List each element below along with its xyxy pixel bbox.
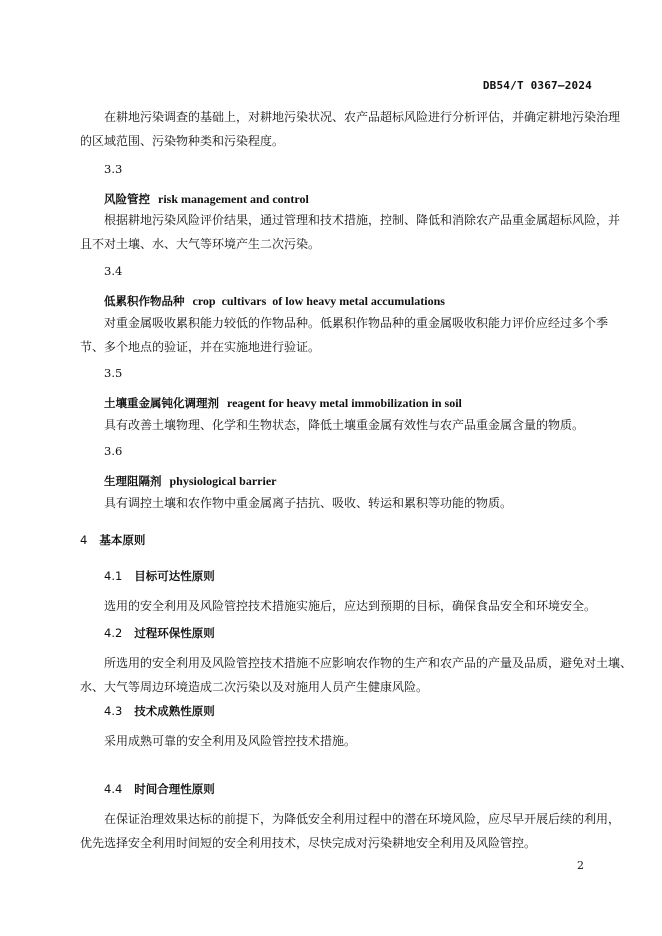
term-heading bbox=[104, 293, 445, 309]
term-number: 3.6 bbox=[104, 444, 123, 458]
term-definition-line-1: 对重金属吸收累积能力较低的作物品种。低累积作物品种的重金属吸收积能力评价应经过多个季 bbox=[104, 316, 609, 330]
term-zh: 低累积作物品种 bbox=[104, 294, 185, 308]
subsection-text-line-1: 选用的安全利用及风险管控技术措施实施后，应达到预期的目标，确保食品安全和环境安全。 bbox=[104, 599, 597, 613]
section-heading bbox=[80, 532, 145, 548]
subsection-text-line-2: 水、大气等周边环境造成二次污染以及对施用人员产生健康风险。 bbox=[80, 680, 429, 694]
subsection-number: 4.4 bbox=[104, 782, 123, 796]
term-definition-line-2: 节、多个地点的验证，并在实施地进行验证。 bbox=[80, 340, 321, 354]
term-definition-line-1: 具有调控土壤和农作物中重金属离子拮抗、吸收、转运和累积等功能的物质。 bbox=[104, 496, 513, 510]
subsection-heading bbox=[104, 703, 215, 719]
term-heading bbox=[104, 191, 309, 207]
section-title: 基本原则 bbox=[99, 533, 146, 547]
subsection-title: 技术成熟性原则 bbox=[134, 704, 215, 718]
term-en: crop cultivars of low heavy metal accumulations bbox=[192, 294, 445, 308]
subsection-number: 4.2 bbox=[104, 626, 123, 640]
subsection-title: 过程环保性原则 bbox=[134, 626, 215, 640]
term-number: 3.5 bbox=[104, 366, 123, 380]
term-en: reagent for heavy metal immobilization in soil bbox=[227, 396, 462, 410]
term-definition-line-2: 且不对土壤、水、大气等环境产生二次污染。 bbox=[80, 237, 321, 251]
subsection-number: 4.3 bbox=[104, 704, 123, 718]
subsection-text-line-1: 在保证治理效果达标的前提下，为降低安全利用过程中的潜在环境风险，应尽早开展后续的利用， bbox=[104, 812, 621, 826]
subsection-title: 时间合理性原则 bbox=[134, 782, 215, 796]
term-zh: 风险管控 bbox=[104, 192, 150, 206]
term-heading bbox=[104, 395, 462, 411]
subsection-heading bbox=[104, 625, 215, 641]
subsection-heading bbox=[104, 781, 215, 797]
term-number: 3.4 bbox=[104, 264, 123, 278]
intro-line-2: 的区域范围、污染物种类和污染程度。 bbox=[80, 134, 285, 148]
subsection-text-line-1: 采用成熟可靠的安全利用及风险管控技术措施。 bbox=[104, 734, 357, 748]
document-code: DB54/T 0367—2024 bbox=[482, 79, 592, 92]
term-heading bbox=[104, 473, 277, 489]
term-zh: 生理阻隔剂 bbox=[104, 474, 162, 488]
intro-line-1: 在耕地污染调查的基础上，对耕地污染状况、农产品超标风险进行分析评估，并确定耕地污染治理 bbox=[104, 110, 621, 124]
term-number: 3.3 bbox=[104, 162, 123, 176]
term-en: risk management and control bbox=[158, 192, 309, 206]
subsection-text-line-2: 优先选择安全利用时间短的安全利用技术，尽快完成对污染耕地安全利用及风险管控。 bbox=[80, 836, 537, 850]
section-number: 4 bbox=[80, 533, 88, 547]
term-en: physiological barrier bbox=[169, 474, 277, 488]
subsection-title: 目标可达性原则 bbox=[134, 569, 215, 583]
term-definition-line-1: 具有改善土壤物理、化学和生物状态，降低土壤重金属有效性与农产品重金属含量的物质。 bbox=[104, 418, 585, 432]
subsection-number: 4.1 bbox=[104, 569, 123, 583]
subsection-heading bbox=[104, 568, 215, 584]
term-definition-line-1: 根据耕地污染风险评价结果，通过管理和技术措施，控制、降低和消除农产品重金属超标风险，并 bbox=[104, 213, 621, 227]
page-number: 2 bbox=[577, 859, 584, 872]
subsection-text-line-1: 所选用的安全利用及风险管控技术措施不应影响农作物的生产和农产品的产量及品质，避免对土壤、 bbox=[104, 656, 633, 670]
term-zh: 土壤重金属钝化调理剂 bbox=[104, 396, 219, 410]
